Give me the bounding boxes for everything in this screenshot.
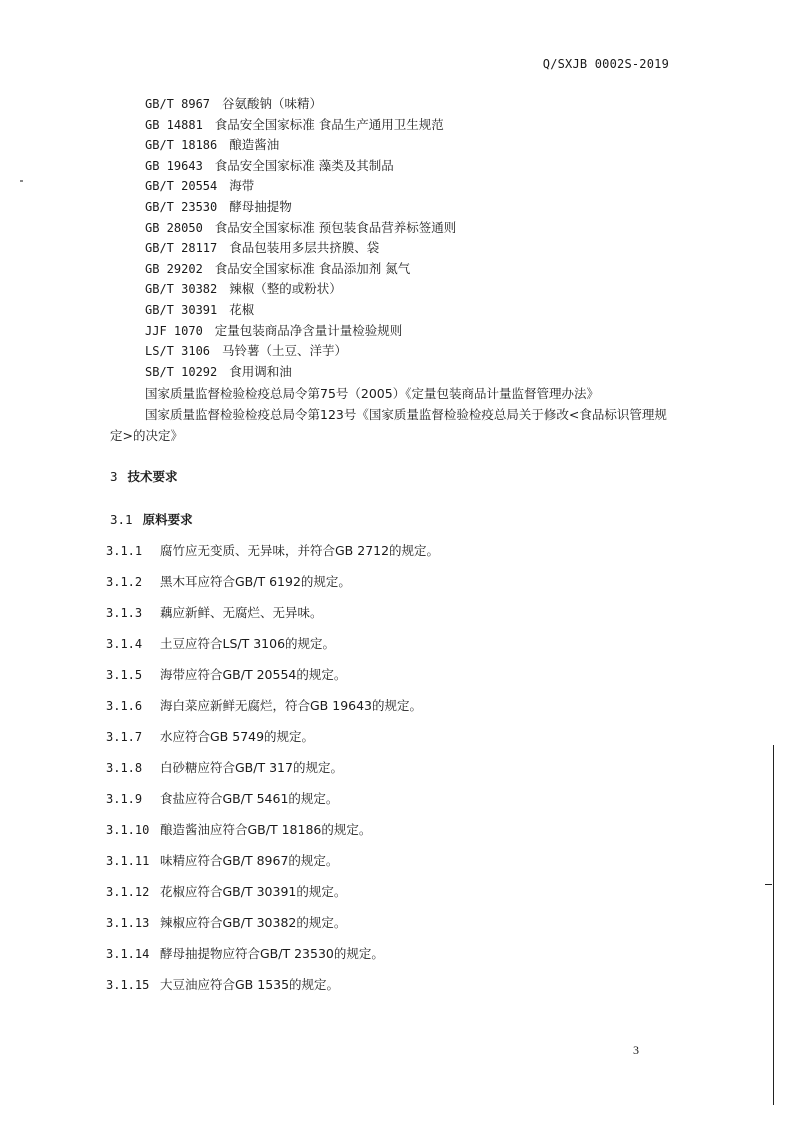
requirement-item: [106, 913, 346, 931]
reference-code: GB/T 20554: [145, 179, 218, 194]
reference-item: [145, 341, 456, 362]
requirement-number: 3.1.9: [106, 792, 143, 806]
reference-item: [145, 321, 456, 342]
reference-item: [145, 197, 456, 218]
requirement-text: 海带应符合GB/T 20554的规定。: [160, 667, 347, 682]
reference-item: [145, 156, 456, 177]
requirement-number: 3.1.4: [106, 637, 143, 651]
requirement-item: [106, 758, 343, 776]
requirement-item: [106, 727, 314, 745]
requirement-item: [106, 696, 422, 714]
reference-title: 海带: [229, 178, 255, 194]
reference-code: GB/T 18186: [145, 138, 218, 153]
section-title: 技术要求: [127, 469, 178, 484]
reference-title: 食品安全国家标准 食品添加剂 氮气: [214, 260, 411, 276]
requirement-number: 3.1.1: [106, 544, 143, 558]
page-number: 3: [633, 1043, 639, 1057]
requirement-number: 3.1.2: [106, 575, 143, 589]
reference-item: [145, 259, 456, 280]
requirement-text: 辣椒应符合GB/T 30382的规定。: [160, 915, 347, 930]
reference-item: [145, 115, 456, 136]
reference-title: 辣椒（整的或粉状）: [229, 281, 342, 297]
requirement-text: 食盐应符合GB/T 5461的规定。: [160, 791, 339, 806]
reference-code: GB 14881: [145, 117, 203, 132]
reference-title: 食用调和油: [229, 363, 292, 379]
requirement-number: 3.1.14: [106, 947, 150, 961]
binding-edge-line: [773, 745, 774, 1105]
requirement-text: 酿造酱油应符合GB/T 18186的规定。: [160, 822, 372, 837]
document-code: Q/SXJB 0002S-2019: [542, 57, 669, 71]
reference-code: GB/T 8967: [145, 97, 211, 111]
requirement-number: 3.1.15: [106, 978, 150, 992]
requirement-item: [106, 851, 338, 869]
requirement-item: [106, 665, 346, 683]
requirement-item: [106, 634, 335, 652]
requirement-item: [106, 789, 338, 807]
requirement-number: 3.1.13: [106, 916, 150, 930]
reference-title: 食品安全国家标准 预包装食品营养标签通则: [214, 219, 457, 235]
reference-code: SB/T 10292: [145, 364, 218, 379]
reference-code: GB/T 30391: [145, 302, 218, 317]
reference-title: 食品安全国家标准 藻类及其制品: [214, 157, 394, 173]
reference-code: GB 19643: [145, 158, 203, 173]
requirement-text: 花椒应符合GB/T 30391的规定。: [160, 884, 347, 899]
requirement-number: 3.1.5: [106, 668, 143, 682]
requirement-item: [106, 541, 439, 559]
requirement-item: [106, 820, 371, 838]
section-number: 3: [110, 469, 118, 484]
requirement-text: 味精应符合GB/T 8967的规定。: [160, 853, 339, 868]
requirement-item: [106, 944, 384, 962]
reference-code: GB 29202: [145, 261, 203, 276]
requirement-item: [106, 603, 323, 621]
reference-item: [145, 218, 456, 239]
reference-item: [145, 279, 456, 300]
normative-references-list: [145, 94, 456, 382]
requirement-text: 大豆油应符合GB 1535的规定。: [160, 977, 340, 992]
requirement-number: 3.1.11: [106, 854, 150, 868]
requirement-item: [106, 572, 351, 590]
subsection-title: 原料要求: [142, 512, 193, 527]
binding-edge-tick: [765, 884, 772, 885]
requirement-number: 3.1.3: [106, 606, 143, 620]
reference-item: [145, 362, 456, 383]
section-heading: [110, 467, 178, 485]
requirement-number: 3.1.10: [106, 823, 150, 837]
reference-code: GB/T 30382: [145, 282, 218, 297]
reference-code: GB 28050: [145, 220, 203, 235]
reference-item: [145, 176, 456, 197]
reference-code: GB/T 28117: [145, 241, 218, 256]
reference-code: JJF 1070: [145, 323, 203, 338]
reference-title: 马铃薯（土豆、洋芋）: [222, 343, 348, 359]
reference-title: 花椒: [229, 301, 255, 317]
reference-item: [145, 135, 456, 156]
reference-title: 定量包装商品净含量计量检验规则: [214, 322, 403, 338]
requirement-text: 白砂糖应符合GB/T 317的规定。: [160, 760, 343, 775]
regulation-order: 国家质量监督检验检疫总局令第123号《国家质量监督检验检疫总局关于修改<食品标识管理规定>的决定》: [110, 407, 667, 443]
requirement-number: 3.1.12: [106, 885, 150, 899]
requirement-text: 水应符合GB 5749的规定。: [160, 729, 315, 744]
reference-item: [145, 238, 456, 259]
subsection-number: 3.1: [110, 512, 133, 527]
reference-title: 酵母抽提物: [229, 198, 292, 214]
requirement-text: 黑木耳应符合GB/T 6192的规定。: [160, 574, 351, 589]
scan-speck: [20, 180, 23, 182]
requirement-item: [106, 882, 346, 900]
reference-title: 食品安全国家标准 食品生产通用卫生规范: [214, 116, 444, 132]
reference-title: 谷氨酸钠（味精）: [222, 96, 323, 111]
requirement-text: 藕应新鲜、无腐烂、无异味。: [160, 605, 323, 620]
regulation-order: 国家质量监督检验检疫总局令第75号（2005）《定量包装商品计量监督管理办法》: [145, 386, 599, 401]
requirement-number: 3.1.8: [106, 761, 143, 775]
requirement-number: 3.1.7: [106, 730, 143, 744]
reference-title: 酿造酱油: [229, 137, 280, 153]
reference-code: LS/T 3106: [145, 344, 211, 359]
subsection-heading: [110, 510, 193, 528]
requirement-number: 3.1.6: [106, 699, 143, 713]
requirement-text: 腐竹应无变质、无异味，并符合GB 2712的规定。: [160, 543, 440, 558]
reference-title: 食品包装用多层共挤膜、袋: [229, 240, 380, 256]
requirement-text: 酵母抽提物应符合GB/T 23530的规定。: [160, 946, 384, 961]
requirement-text: 海白菜应新鲜无腐烂，符合GB 19643的规定。: [160, 698, 423, 713]
reference-item: [145, 94, 456, 115]
requirement-text: 土豆应符合LS/T 3106的规定。: [160, 636, 336, 651]
requirement-item: [106, 975, 339, 993]
reference-item: [145, 300, 456, 321]
reference-code: GB/T 23530: [145, 199, 218, 214]
